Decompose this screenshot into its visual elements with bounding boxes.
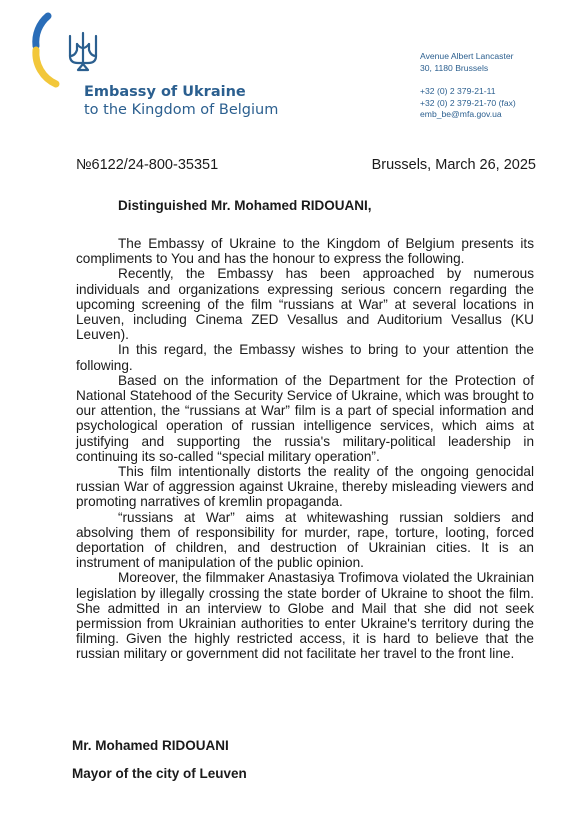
paragraph-3: In this regard, the Embassy wishes to bring to your attention the following.: [76, 342, 534, 373]
paragraph-1: The Embassy of Ukraine to the Kingdom of Belgium presents its compliments to You and has the honour to express the following.: [76, 236, 534, 267]
embassy-address: [420, 51, 513, 74]
brand-arc-graphic: [0, 0, 70, 100]
fax-number: +32 (0) 2 379-21-70 (fax): [420, 97, 516, 108]
trident-coat-of-arms-icon: [66, 30, 100, 74]
letter-body: [76, 236, 534, 662]
arc-blue-segment: [36, 16, 48, 46]
recipient-name: Mr. Mohamed RIDOUANI: [72, 738, 229, 753]
arc-yellow-segment: [36, 50, 56, 84]
phone-number: +32 (0) 2 379-21-11: [420, 86, 496, 96]
paragraph-5: This film intentionally distorts the reality of the ongoing genocidal russian War of aggression against Ukraine, thereby misleading viewers and promoting narratives of kremlin propaganda.: [76, 464, 534, 510]
embassy-contacts: [420, 86, 516, 121]
paragraph-7: Moreover, the filmmaker Anastasiya Trofimova violated the Ukrainian legislation by illegally crossing the state border of Ukraine to shoot the film. She admitted in an interview to Globe and Mail that she did not seek permission from Ukrainian authorities to enter Ukraine's territory during the filming. Given the highly restricted access, it is hard to believe that the russian military or government did not facilitate her travel to the front line.: [76, 570, 534, 662]
reference-number: №6122/24-800-35351: [76, 157, 219, 173]
embassy-name: Embassy of Ukraine: [84, 84, 246, 100]
address-line-2: 30, 1180 Brussels: [420, 62, 489, 73]
paragraph-4: Based on the information of the Department for the Protection of National Statehood of the Security Service of Ukraine, which was brought to our attention, the “russians at War” film is a part of special information and psychological operation of russian intelligence services, which aims at justifying and supporting the russia's military-political leadership in continuing its so-called “special military operation”.: [76, 372, 534, 464]
salutation: Distinguished Mr. Mohamed RIDOUANI,: [118, 198, 372, 213]
address-line-1: Avenue Albert Lancaster: [420, 51, 514, 61]
paragraph-6: “russians at War” aims at whitewashing russian soldiers and absolving them of responsibility for murder, rape, torture, looting, forced deportation of children, and destruction of Ukrainian cities. It is an instrument of manipulation of the public opinion.: [76, 509, 534, 571]
embassy-subtitle: to the Kingdom of Belgium: [84, 102, 279, 118]
paragraph-2: Recently, the Embassy has been approached by numerous individuals and organizations expressing serious concern regarding the upcoming screening of the film “russians at War” at several locations in Leuven, including Cinema ZED Vesallus and Auditorium Vesallus (KU Leuven).: [76, 266, 534, 343]
place-and-date: Brussels, March 26, 2025: [371, 157, 536, 173]
email-address: emb_be@mfa.gov.ua: [420, 109, 502, 119]
recipient-title: Mayor of the city of Leuven: [72, 766, 247, 781]
